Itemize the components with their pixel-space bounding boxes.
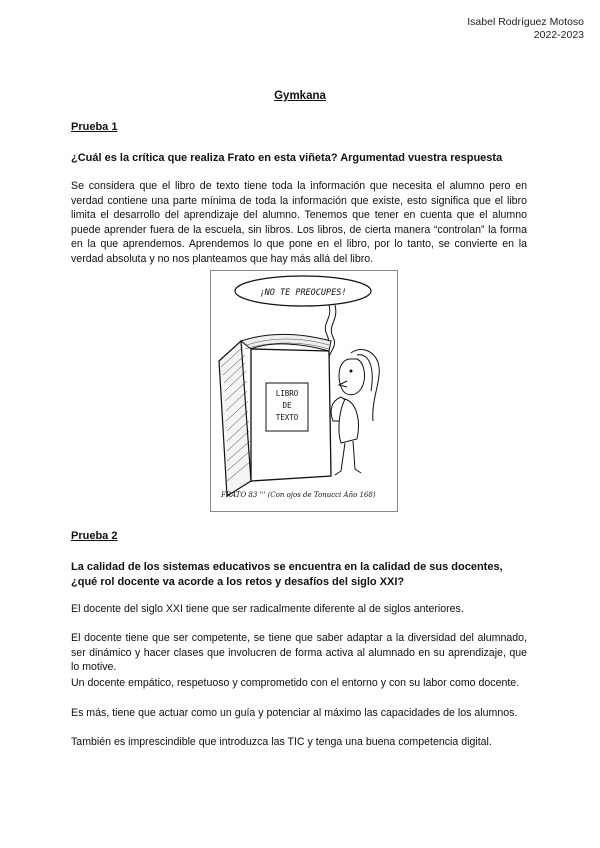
academic-year: 2022-2023 xyxy=(533,29,584,41)
prueba2-paragraph: Un docente empático, respetuoso y comprometido con el entorno y con su labor como docente. xyxy=(71,677,520,689)
prueba1-heading: Prueba 1 xyxy=(71,121,118,133)
prueba1-answer: Se considera que el libro de texto tiene toda la información que necesita el alumno pero en verdad contiene una parte mínima de toda la información que existe, esto significa que el libro limita el desarrollo del aprendizaje del alumno. Tenemos que tener en cuenta que el alumno puede aprender fuera de la escuela, sin libros. Los libros, de cierta manera “controlan” la forma en la que aprendemos. Aprendemos lo que pone en el libro, por lo tanto, se convierte en la verdad absoluta y no nos planteamos que hay más allá del libro. xyxy=(71,180,527,265)
book-label-1: LIBRO xyxy=(275,389,299,398)
prueba2-paragraph: También es imprescindible que introduzca las TIC y tenga una buena competencia digital. xyxy=(71,736,492,748)
prueba2-heading: Prueba 2 xyxy=(71,530,118,542)
prueba2-paragraph: Es más, tiene que actuar como un guía y potenciar al máximo las capacidades de los alumnos. xyxy=(71,707,518,719)
cartoon-signature: FRATO 83 ''' (Con ojos de Tonucci Año 168) xyxy=(221,491,376,499)
prueba2-paragraph: El docente del siglo XXI tiene que ser radicalmente diferente al de siglos anteriores. xyxy=(71,603,464,615)
book-label-3: TEXTO xyxy=(275,413,299,422)
author-name: Isabel Rodríguez Motoso xyxy=(467,16,584,28)
prueba2-question: La calidad de los sistemas educativos se encuentra en la calidad de sus docentes, ¿qué rol docente va acorde a los retos y desafíos del siglo XXI? xyxy=(71,561,503,588)
page-title: Gymkana xyxy=(274,90,326,102)
page-header xyxy=(467,16,584,42)
prueba2-paragraph: El docente tiene que ser competente, se tiene que saber adaptar a la diversidad del alumnado, ser dinámico y hacer clases que involucren de forma activa al alumnado en su aprendizaje, que lo motive. xyxy=(71,632,527,673)
prueba1-question: ¿Cuál es la crítica que realiza Frato en esta viñeta? Argumentad vuestra respuesta xyxy=(71,152,503,164)
frato-cartoon xyxy=(210,270,398,512)
speech-text: ¡NO TE PREOCUPES! xyxy=(259,288,347,298)
book-label-2: DE xyxy=(282,401,292,410)
